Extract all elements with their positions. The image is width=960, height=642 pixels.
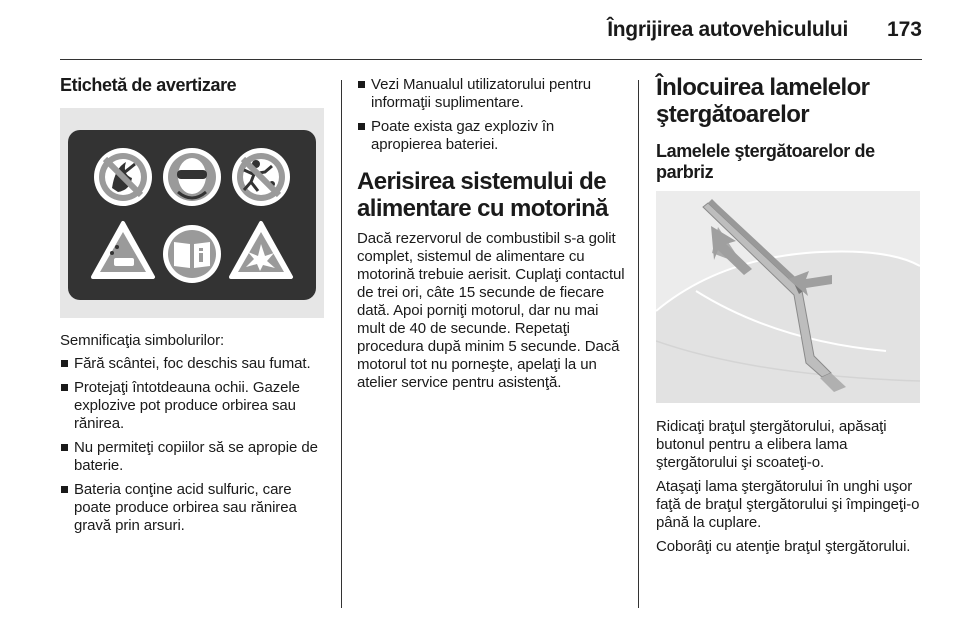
list-item: Protejaţi întotdeauna ochii. Gazele explozive pot produce orbirea sau rănirea. xyxy=(60,379,324,433)
windscreen-wipers-subheading: Lamelele ştergătoarelor de parbriz xyxy=(656,141,875,182)
column-warning-label xyxy=(60,74,324,96)
eye-protection-icon xyxy=(163,148,221,206)
list-item: Bateria conţine acid sulfuric, care poate produce orbirea sau rănirea gravă prin arsuri. xyxy=(60,481,324,535)
list-item: Vezi Manualul utilizatorului pentru informaţii suplimentare. xyxy=(357,76,627,112)
list-item: Nu permiteţi copiilor să se apropie de baterie. xyxy=(60,439,324,475)
diesel-bleeding-heading: Aerisirea sistemului de alimentare cu motorină xyxy=(357,168,608,222)
page-number: 173 xyxy=(886,18,922,41)
wiper-step-2: Ataşaţi lama ştergătorului în unghi uşor faţă de braţul ştergătorului şi împingeţi-o până la cuplare. xyxy=(656,478,920,531)
warning-label-illustration xyxy=(60,108,324,318)
wiper-instructions xyxy=(656,418,922,556)
list-item: Poate exista gaz exploziv în apropierea bateriei. xyxy=(357,118,627,154)
wiper-step-3: Coborâţi cu atenţie braţul ştergătorului. xyxy=(656,538,911,555)
diesel-bleeding-body: Dacă rezervorul de combustibil s-a golit complet, sistemul de alimentare cu motorină trebuie aerisit. Cuplaţi contactul de trei ori, câte 15 secunde de fiecare dată. Apoi porniţi motorul, dar nu mai mult de 40 de secunde. Repetaţi procedura după minim 5 secunde. Dacă motorul tot nu porneşte, apelaţi la un atelier service pentru asistenţă. xyxy=(357,230,625,391)
column-divider-2 xyxy=(638,80,639,608)
manual-icon xyxy=(163,225,221,283)
warning-label-figure xyxy=(60,108,324,318)
column-divider-1 xyxy=(341,80,342,608)
header-divider xyxy=(60,59,922,60)
list-item: Fără scântei, foc deschis sau fumat. xyxy=(60,355,324,373)
column-diesel-bleeding xyxy=(357,76,627,392)
wiper-illustration xyxy=(656,191,920,403)
wiper-blades-heading: Înlocuirea lamelelor ştergătoarelor xyxy=(656,74,870,128)
symbols-intro: Semnificaţia simbolurilor: xyxy=(60,332,225,349)
header-title: Îngrijirea autovehiculului xyxy=(607,18,848,41)
column-wiper-blades xyxy=(656,74,922,183)
wiper-step-1: Ridicaţi braţul ştergătorului, apăsaţi butonul pentru a elibera lama ştergătorului şi scoateţi-o. xyxy=(656,418,887,471)
wiper-blade-figure xyxy=(656,191,920,403)
symbol-list xyxy=(60,355,324,535)
no-fire-icon xyxy=(94,148,152,206)
symbol-list-continued xyxy=(357,76,627,154)
warning-label-heading: Etichetă de avertizare xyxy=(60,75,237,95)
symbol-meanings xyxy=(60,332,324,541)
no-children-icon xyxy=(232,148,290,206)
